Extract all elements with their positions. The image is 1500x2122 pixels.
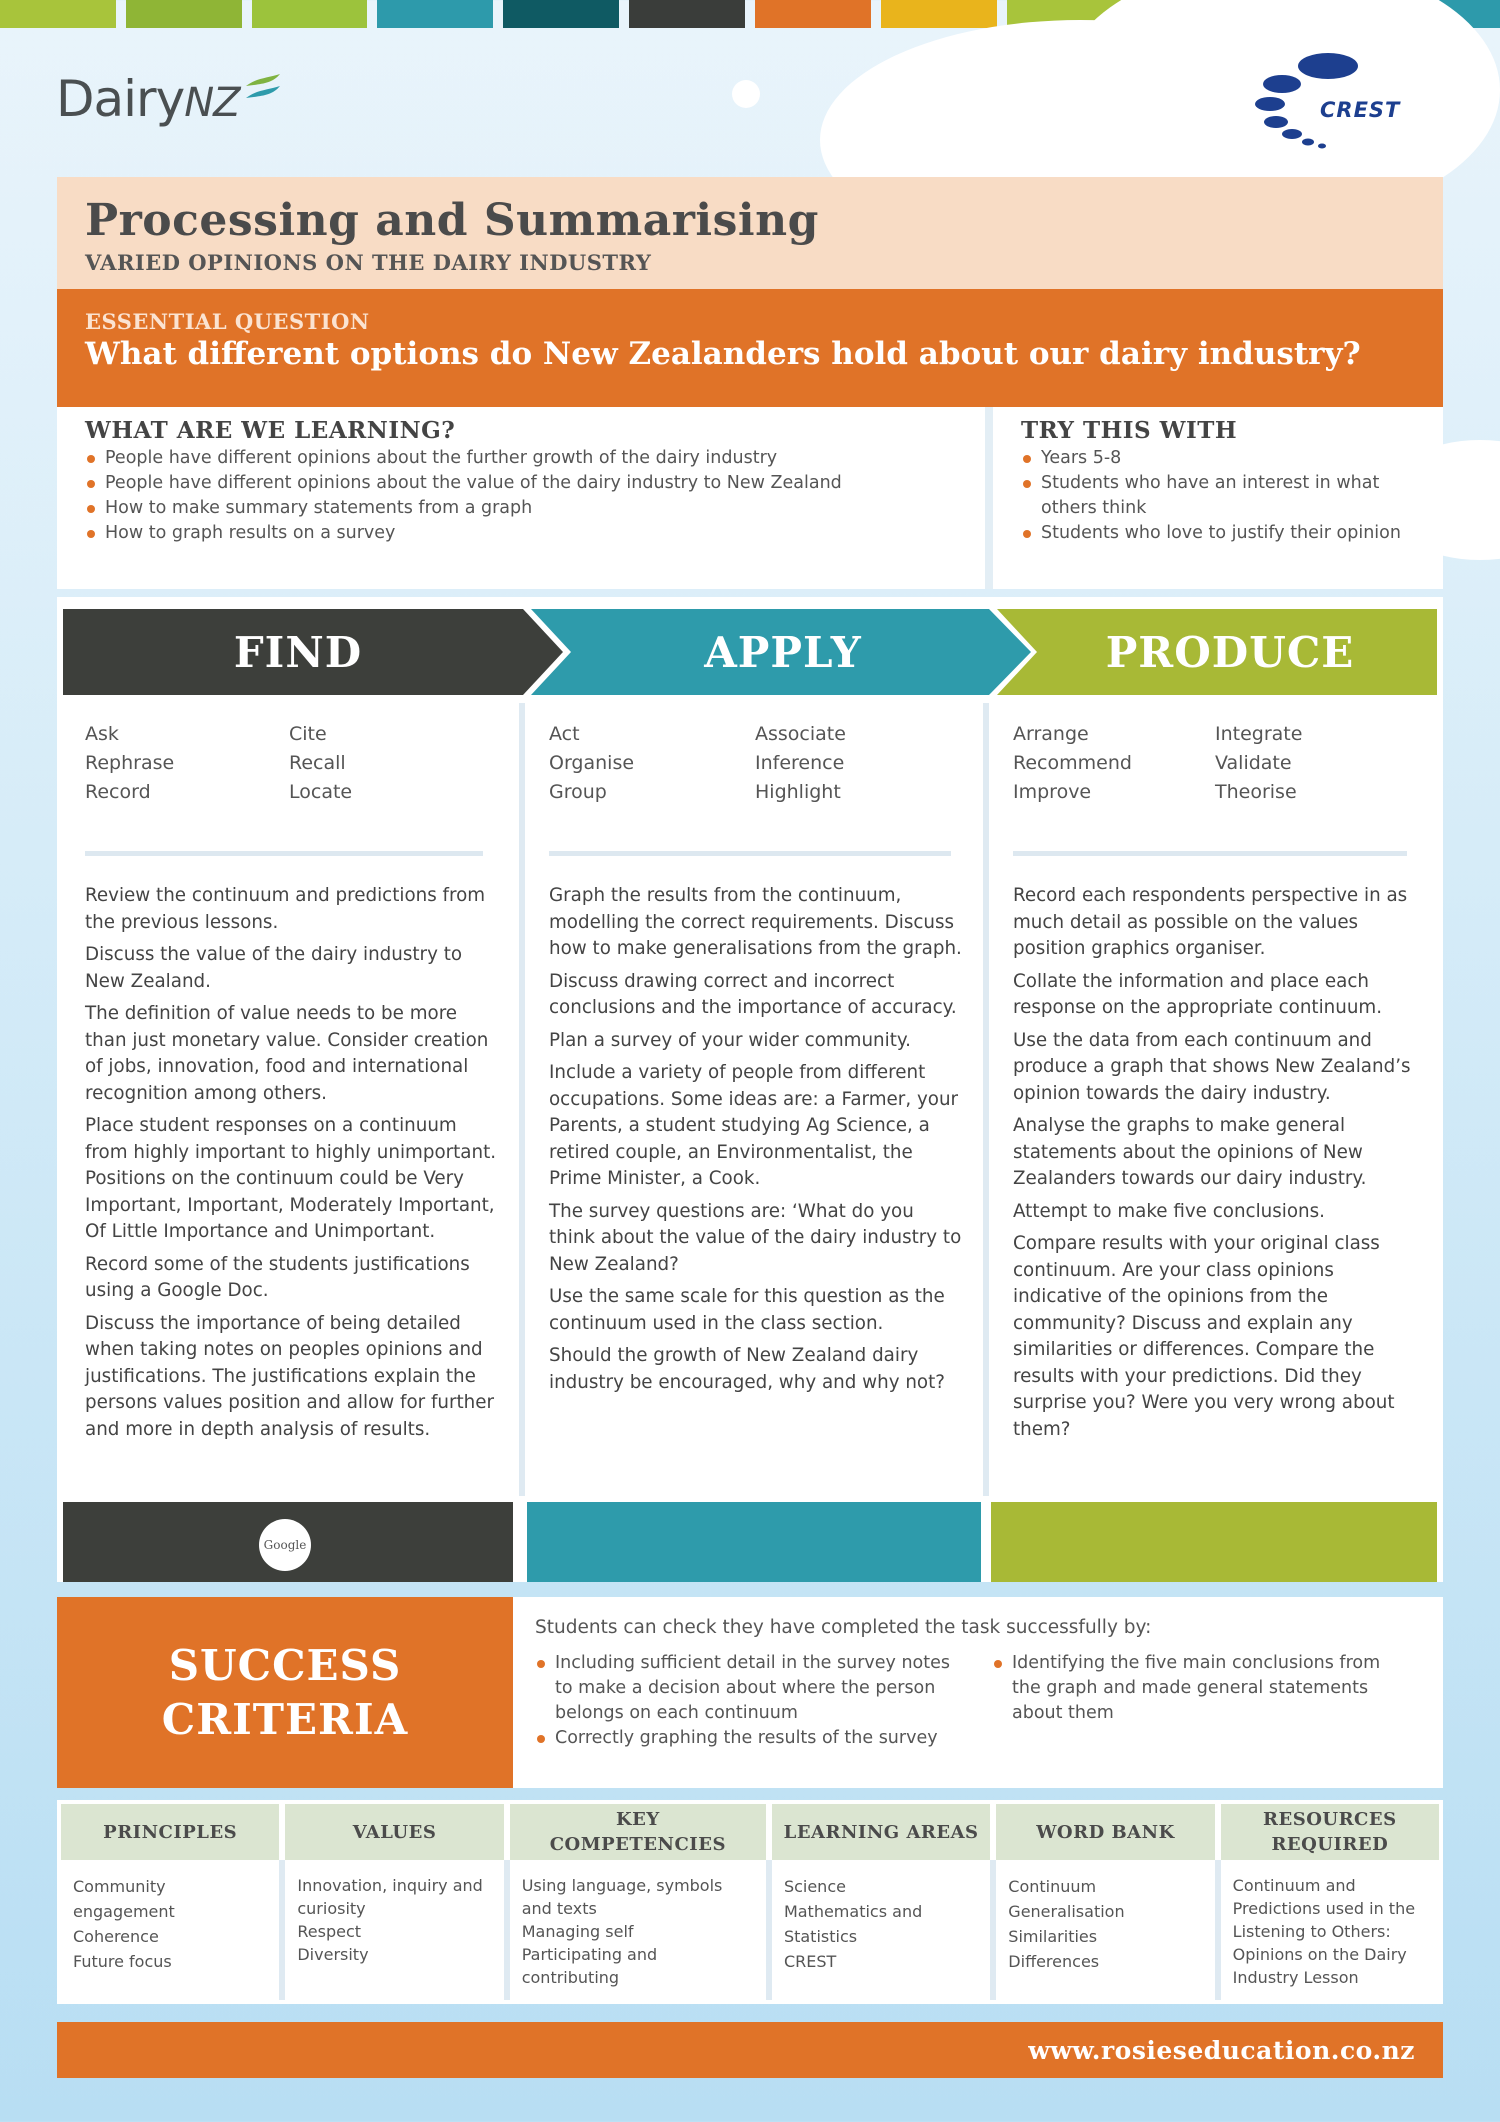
find-apply-produce-panel xyxy=(57,597,1443,1582)
success-list xyxy=(992,1651,1412,1726)
stripe-segment xyxy=(503,0,619,28)
list-item: How to graph results on a survey xyxy=(85,521,949,546)
learning-areas-column xyxy=(772,1804,990,2000)
website-link[interactable]: www.rosieseducation.co.nz xyxy=(1028,2035,1415,2065)
list-item: Differences xyxy=(1008,1952,1100,1971)
verb-word: Arrange xyxy=(1013,723,1089,745)
produce-instructions xyxy=(1013,883,1421,1449)
verb-word: Locate xyxy=(289,781,353,803)
produce-column xyxy=(991,703,1437,1496)
instruction-paragraph: Graph the results from the continuum, modelling the correct requirements. Discuss how to make generalisations from the graph. xyxy=(549,885,962,959)
verb-word: Validate xyxy=(1215,752,1292,774)
success-criteria-panel xyxy=(57,1597,1443,1788)
list-item: Identifying the five main conclusions from the graph and made general statements about them xyxy=(992,1651,1412,1726)
verb-word: Associate xyxy=(755,723,846,745)
apply-word-grid xyxy=(549,723,961,803)
try-with-list xyxy=(1021,446,1415,546)
apply-divider-rule xyxy=(549,851,951,856)
crest-logo-text: CREST xyxy=(1320,98,1401,122)
instruction-paragraph: Discuss drawing correct and incorrect conclusions and the importance of accuracy. xyxy=(549,970,957,1018)
apply-footer-bar xyxy=(527,1502,981,1582)
instruction-paragraph: Collate the information and place each response on the appropriate continuum. xyxy=(1013,970,1383,1018)
find-word-grid xyxy=(85,723,493,803)
list-item: Years 5-8 xyxy=(1021,446,1415,471)
list-item: Community engagement xyxy=(73,1877,175,1921)
page-subtitle: VARIED OPINIONS ON THE DAIRY INDUSTRY xyxy=(85,250,652,275)
verb-word: Organise xyxy=(549,752,635,774)
learning-panel xyxy=(57,407,1443,589)
column-body xyxy=(996,1860,1214,1988)
apply-column xyxy=(527,703,981,1496)
list-item: Managing self xyxy=(521,1922,634,1941)
verb-word: Act xyxy=(549,723,580,745)
list-item: Generalisation xyxy=(1008,1902,1125,1921)
instruction-paragraph: Include a variety of people from different occupations. Some ideas are: a Farmer, your Parents, a student studying Ag Science, a retired couple, an Environmentalist, the Prime Minister, a Cook. xyxy=(549,1062,959,1189)
try-with-heading: TRY THIS WITH xyxy=(1021,417,1238,444)
list-item: Future focus xyxy=(73,1952,172,1971)
find-footer-bar xyxy=(63,1502,513,1582)
list-item: Students who love to justify their opinion xyxy=(1021,521,1415,546)
list-item: CREST xyxy=(783,1952,837,1971)
instruction-paragraph: Record each respondents perspective in as much detail as possible on the values position graphics organiser. xyxy=(1013,885,1408,959)
instruction-paragraph: Discuss the value of the dairy industry to New Zealand. xyxy=(85,944,463,992)
instruction-paragraph: Use the same scale for this question as the continuum used in the class section. xyxy=(549,1286,945,1334)
dairynz-swoosh-icon xyxy=(244,72,282,112)
instruction-paragraph: Place student responses on a continuum from highly important to highly unimportant. Positions on the continuum could be Very Important, Important, Moderately Important, Of Little Importance and Unimportant. xyxy=(85,1115,497,1242)
column-body xyxy=(772,1860,990,1988)
instruction-paragraph: Plan a survey of your wider community. xyxy=(549,1029,911,1051)
column-body xyxy=(510,1860,766,2003)
instruction-paragraph: Attempt to make five conclusions. xyxy=(1013,1200,1325,1222)
column-heading: LEARNING AREAS xyxy=(772,1804,990,1860)
list-item: Using language, symbols and texts xyxy=(521,1876,723,1918)
stripe-segment xyxy=(629,0,745,28)
verb-word: Ask xyxy=(85,723,119,745)
verb-word: Highlight xyxy=(755,781,841,803)
verb-word: Inference xyxy=(755,752,845,774)
list-item: Students who have an interest in what others think xyxy=(1021,471,1415,521)
principles-column xyxy=(61,1804,279,2000)
list-item: How to make summary statements from a graph xyxy=(85,496,949,521)
verb-word: Recall xyxy=(289,752,346,774)
list-item: Innovation, inquiry and curiosity xyxy=(297,1876,483,1918)
resources-column xyxy=(1221,1804,1439,2000)
dairynz-logo xyxy=(56,70,240,128)
instruction-paragraph: Review the continuum and predictions from the previous lessons. xyxy=(85,885,486,933)
title-panel xyxy=(57,177,1443,289)
list-item: Participating and contributing xyxy=(521,1945,658,1987)
list-item: Continuum xyxy=(1008,1877,1097,1896)
instruction-paragraph: Record some of the students justifications using a Google Doc. xyxy=(85,1253,470,1301)
column-body xyxy=(285,1860,503,1980)
column-heading: PRINCIPLES xyxy=(61,1804,279,1860)
list-item: Similarities xyxy=(1008,1927,1098,1946)
verb-word: Group xyxy=(549,781,607,803)
instruction-paragraph: Should the growth of New Zealand dairy industry be encouraged, why and why not? xyxy=(549,1345,945,1393)
list-item: Diversity xyxy=(297,1945,369,1964)
key-competencies-column xyxy=(510,1804,766,2000)
stripe-segment xyxy=(0,0,116,28)
stripe-segment xyxy=(377,0,493,28)
column-heading: VALUES xyxy=(285,1804,503,1860)
instruction-paragraph: Discuss the importance of being detailed when taking notes on peoples opinions and justifications. The justifications explain the persons values position and allow for further and more in depth analysis of results. xyxy=(85,1312,495,1440)
try-with-section xyxy=(985,407,1443,589)
verb-word: Cite xyxy=(289,723,327,745)
verb-word: Theorise xyxy=(1215,781,1297,803)
column-body xyxy=(1221,1860,1439,2003)
stripe-segment xyxy=(881,0,997,28)
success-title-line: CRITERIA xyxy=(161,1695,409,1744)
find-instructions xyxy=(85,883,497,1449)
success-list xyxy=(535,1651,965,1751)
list-item: People have different opinions about the further growth of the dairy industry xyxy=(85,446,949,471)
verb-word: Record xyxy=(85,781,151,803)
curriculum-table xyxy=(57,1800,1443,2004)
find-divider-rule xyxy=(85,851,483,856)
essential-question-panel xyxy=(57,289,1443,407)
list-item: Coherence xyxy=(73,1927,159,1946)
column-body xyxy=(61,1860,279,1988)
produce-footer-bar xyxy=(991,1502,1437,1582)
list-item: Mathematics and Statistics xyxy=(783,1902,923,1946)
produce-word-grid xyxy=(1013,723,1417,803)
column-divider xyxy=(519,703,525,1496)
apply-instructions xyxy=(549,883,965,1402)
stripe-segment xyxy=(126,0,242,28)
footer-bar xyxy=(57,2022,1443,2078)
learning-list xyxy=(85,446,949,546)
logo-nz-text: NZ xyxy=(184,80,240,126)
instruction-paragraph: Analyse the graphs to make general statements about the opinions of New Zealanders towards our dairy industry. xyxy=(1013,1115,1367,1189)
verb-word: Recommend xyxy=(1013,752,1132,774)
logo-dairy-text: Dairy xyxy=(56,70,185,128)
column-heading: WORD BANK xyxy=(996,1804,1214,1860)
list-item: Science xyxy=(783,1877,846,1896)
list-item: Continuum and Predictions used in the Listening to Others: Opinions on the Dairy Industry Lesson xyxy=(1232,1876,1416,1987)
column-heading: RESOURCES REQUIRED xyxy=(1221,1804,1439,1860)
google-doc-icon: Google xyxy=(259,1519,311,1571)
values-column xyxy=(285,1804,503,2000)
learning-section xyxy=(57,407,977,589)
essential-question-label: ESSENTIAL QUESTION xyxy=(85,309,370,334)
instruction-paragraph: Use the data from each continuum and produce a graph that shows New Zealand’s opinion towards the dairy industry. xyxy=(1013,1029,1411,1104)
stripe-segment xyxy=(755,0,871,28)
word-bank-column xyxy=(996,1804,1214,2000)
stripe-segment xyxy=(252,0,368,28)
verb-word: Improve xyxy=(1013,781,1092,803)
learning-heading: WHAT ARE WE LEARNING? xyxy=(85,417,456,444)
success-intro-text: Students can check they have completed the task successfully by: xyxy=(535,1617,1152,1638)
column-heading: KEY COMPETENCIES xyxy=(510,1804,766,1860)
success-title-line: SUCCESS xyxy=(168,1641,402,1690)
find-heading: FIND xyxy=(233,627,363,677)
list-item: Including sufficient detail in the survey notes to make a decision about where the person belongs on each continuum xyxy=(535,1651,965,1726)
verb-word: Integrate xyxy=(1215,723,1303,745)
produce-heading: PRODUCE xyxy=(1105,627,1355,677)
instruction-paragraph: Compare results with your original class continuum. Are your class opinions indicative of the opinions from the community? Discuss and explain any similarities or differences. Compare the results with your predictions. Did they surprise you? Were you very wrong about them? xyxy=(1013,1233,1395,1440)
column-divider xyxy=(983,703,989,1496)
apply-heading: APPLY xyxy=(704,627,862,677)
essential-question-text: What different options do New Zealanders hold about our dairy industry? xyxy=(85,336,1361,372)
verb-word: Rephrase xyxy=(85,752,175,774)
instruction-paragraph: The definition of value needs to be more than just monetary value. Consider creation of jobs, innovation, food and international recognition among others. xyxy=(85,1003,489,1104)
produce-divider-rule xyxy=(1013,851,1407,856)
page-title: Processing and Summarising xyxy=(85,195,819,246)
background-dot xyxy=(732,80,760,108)
list-item: People have different opinions about the value of the dairy industry to New Zealand xyxy=(85,471,949,496)
instruction-paragraph: The survey questions are: ‘What do you think about the value of the dairy industry to New Zealand? xyxy=(549,1200,962,1275)
find-column xyxy=(63,703,513,1496)
success-criteria-heading xyxy=(57,1597,513,1788)
list-item: Respect xyxy=(297,1922,362,1941)
list-item: Correctly graphing the results of the survey xyxy=(535,1726,965,1751)
